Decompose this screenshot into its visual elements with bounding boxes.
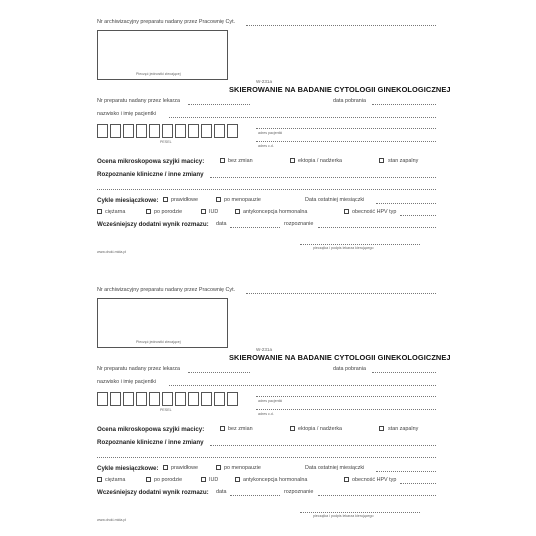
checkbox-hormonal[interactable] — [235, 477, 240, 482]
checkbox-iud[interactable] — [201, 477, 206, 482]
address-cont-field[interactable] — [256, 141, 436, 142]
checkbox-menopause[interactable] — [216, 197, 221, 202]
pesel-digit-box[interactable] — [97, 124, 108, 138]
patient-name-label: nazwisko i imię pacjentki — [97, 111, 157, 117]
option-inflammation: stan zapalny — [388, 426, 419, 432]
prep-number-label: Nr preparatu nadany przez lekarza — [97, 98, 180, 104]
pesel-digit-box[interactable] — [97, 392, 108, 406]
checkbox-inflammation[interactable] — [379, 426, 384, 431]
signature-field[interactable] — [300, 244, 420, 245]
archive-number-label: Nr archiwizacyjny preparatu nadany przez Pracownię Cyt. — [97, 19, 236, 25]
patient-address-label: adres pacjentki — [258, 131, 283, 135]
hpv-type-field[interactable] — [400, 215, 436, 216]
prep-number-field[interactable] — [188, 372, 250, 373]
last-period-field[interactable] — [376, 471, 436, 472]
diagnosis-label: Rozpoznanie kliniczne / inne zmiany — [97, 439, 204, 446]
pesel-digit-box[interactable] — [214, 392, 225, 406]
pesel-digit-box[interactable] — [136, 124, 147, 138]
diagnosis-field[interactable] — [210, 177, 436, 178]
form-title: SKIEROWANIE NA BADANIE CYTOLOGII GINEKOLOGICZNEJ — [229, 353, 451, 362]
patient-address-label: adres pacjentki — [258, 399, 283, 403]
pesel-digit-box[interactable] — [123, 392, 134, 406]
pesel-digit-box[interactable] — [175, 124, 186, 138]
form-code: W-231a — [256, 79, 273, 84]
date-label: data — [216, 221, 227, 227]
pesel-digit-box[interactable] — [175, 392, 186, 406]
pesel-digit-box[interactable] — [201, 392, 212, 406]
diagnosis-short-label: rozpoznanie — [284, 489, 314, 495]
pesel-digit-box[interactable] — [201, 124, 212, 138]
checkbox-postpartum[interactable] — [146, 477, 151, 482]
stamp-box — [97, 298, 228, 348]
pesel-digit-box[interactable] — [149, 124, 160, 138]
cycles-label: Cykle miesiączkowe: — [97, 197, 159, 204]
patient-name-field[interactable] — [169, 385, 436, 386]
website-text: www.druki-mida.pl — [97, 518, 127, 522]
option-inflammation: stan zapalny — [388, 158, 419, 164]
address-cont-label: adres c.d. — [258, 412, 274, 416]
pesel-digit-box[interactable] — [136, 392, 147, 406]
checkbox-ectopy[interactable] — [290, 158, 295, 163]
pesel-digit-box[interactable] — [162, 124, 173, 138]
option-postpartum: po porodzie — [154, 209, 183, 215]
assessment-label: Ocena mikroskopowa szyjki macicy: — [97, 426, 205, 433]
option-hpv: obecność HPV typ — [352, 209, 397, 215]
address-cont-field[interactable] — [256, 409, 436, 410]
pesel-digit-box[interactable] — [110, 124, 121, 138]
form-title: SKIEROWANIE NA BADANIE CYTOLOGII GINEKOLOGICZNEJ — [229, 85, 451, 94]
option-hpv: obecność HPV typ — [352, 477, 397, 483]
stamp-caption: Pieczęć jednostki zlecającej — [136, 340, 181, 344]
pesel-digit-box[interactable] — [123, 124, 134, 138]
assessment-label: Ocena mikroskopowa szyjki macicy: — [97, 158, 205, 165]
last-period-label: Data ostatniej miesiączki — [305, 465, 365, 471]
cycles-label: Cykle miesiączkowe: — [97, 465, 159, 472]
form-code: W-231a — [256, 347, 273, 352]
archive-number-field[interactable] — [246, 293, 436, 294]
previous-date-field[interactable] — [230, 495, 280, 496]
pesel-digit-box[interactable] — [149, 392, 160, 406]
date-label: data — [216, 489, 227, 495]
archive-number-field[interactable] — [246, 25, 436, 26]
pesel-digit-box[interactable] — [227, 392, 238, 406]
checkbox-iud[interactable] — [201, 209, 206, 214]
checkbox-hpv[interactable] — [344, 477, 349, 482]
collection-date-field[interactable] — [372, 104, 436, 105]
previous-result-label: Wcześniejszy dodatni wynik rozmazu: — [97, 489, 209, 496]
option-regular: prawidłowe — [171, 465, 198, 471]
checkbox-pregnant[interactable] — [97, 477, 102, 482]
checkbox-pregnant[interactable] — [97, 209, 102, 214]
diagnosis-field-2[interactable] — [97, 189, 436, 190]
option-menopause: po menopauzie — [224, 465, 261, 471]
pesel-digit-box[interactable] — [227, 124, 238, 138]
signature-caption: pieczątka i podpis lekarza kierującego — [313, 514, 374, 518]
stamp-box — [97, 30, 228, 80]
prep-number-label: Nr preparatu nadany przez lekarza — [97, 366, 180, 372]
diagnosis-label: Rozpoznanie kliniczne / inne zmiany — [97, 171, 204, 178]
checkbox-no-changes[interactable] — [220, 158, 225, 163]
option-iud: IUD — [209, 477, 219, 483]
previous-diagnosis-field[interactable] — [318, 227, 436, 228]
last-period-label: Data ostatniej miesiączki — [305, 197, 365, 203]
signature-field[interactable] — [300, 512, 420, 513]
checkbox-menopause[interactable] — [216, 465, 221, 470]
patient-address-field[interactable] — [256, 128, 436, 129]
checkbox-regular[interactable] — [163, 465, 168, 470]
checkbox-no-changes[interactable] — [220, 426, 225, 431]
option-pregnant: ciężarna — [105, 477, 126, 483]
option-ectopy: ektopia / nadżerka — [298, 426, 343, 432]
checkbox-hpv[interactable] — [344, 209, 349, 214]
collection-date-label: data pobrania — [333, 98, 366, 104]
archive-number-label: Nr archiwizacyjny preparatu nadany przez Pracownię Cyt. — [97, 287, 236, 293]
diagnosis-short-label: rozpoznanie — [284, 221, 314, 227]
option-ectopy: ektopia / nadżerka — [298, 158, 343, 164]
option-regular: prawidłowe — [171, 197, 198, 203]
prep-number-field[interactable] — [188, 104, 250, 105]
option-no-changes: bez zmian — [228, 158, 253, 164]
diagnosis-field-2[interactable] — [97, 457, 436, 458]
option-menopause: po menopauzie — [224, 197, 261, 203]
referral-form-bottom — [0, 268, 536, 536]
checkbox-hormonal[interactable] — [235, 209, 240, 214]
pesel-digit-box[interactable] — [188, 124, 199, 138]
option-postpartum: po porodzie — [154, 477, 183, 483]
checkbox-regular[interactable] — [163, 197, 168, 202]
pesel-label: PESEL — [160, 140, 172, 144]
option-pregnant: ciężarna — [105, 209, 126, 215]
pesel-digit-box[interactable] — [110, 392, 121, 406]
hpv-type-field[interactable] — [400, 483, 436, 484]
collection-date-field[interactable] — [372, 372, 436, 373]
pesel-digit-box[interactable] — [214, 124, 225, 138]
pesel-digit-box[interactable] — [162, 392, 173, 406]
signature-caption: pieczątka i podpis lekarza kierującego — [313, 246, 374, 250]
previous-date-field[interactable] — [230, 227, 280, 228]
diagnosis-field[interactable] — [210, 445, 436, 446]
patient-name-field[interactable] — [169, 117, 436, 118]
collection-date-label: data pobrania — [333, 366, 366, 372]
last-period-field[interactable] — [376, 203, 436, 204]
option-no-changes: bez zmian — [228, 426, 253, 432]
pesel-label: PESEL — [160, 408, 172, 412]
stamp-caption: Pieczęć jednostki zlecającej — [136, 72, 181, 76]
patient-address-field[interactable] — [256, 396, 436, 397]
website-text: www.druki-mida.pl — [97, 250, 127, 254]
option-iud: IUD — [209, 209, 219, 215]
option-hormonal: antykoncepcja hormonalna — [243, 209, 308, 215]
previous-result-label: Wcześniejszy dodatni wynik rozmazu: — [97, 221, 209, 228]
checkbox-postpartum[interactable] — [146, 209, 151, 214]
pesel-digit-box[interactable] — [188, 392, 199, 406]
previous-diagnosis-field[interactable] — [318, 495, 436, 496]
checkbox-ectopy[interactable] — [290, 426, 295, 431]
address-cont-label: adres c.d. — [258, 144, 274, 148]
option-hormonal: antykoncepcja hormonalna — [243, 477, 308, 483]
checkbox-inflammation[interactable] — [379, 158, 384, 163]
patient-name-label: nazwisko i imię pacjentki — [97, 379, 157, 385]
